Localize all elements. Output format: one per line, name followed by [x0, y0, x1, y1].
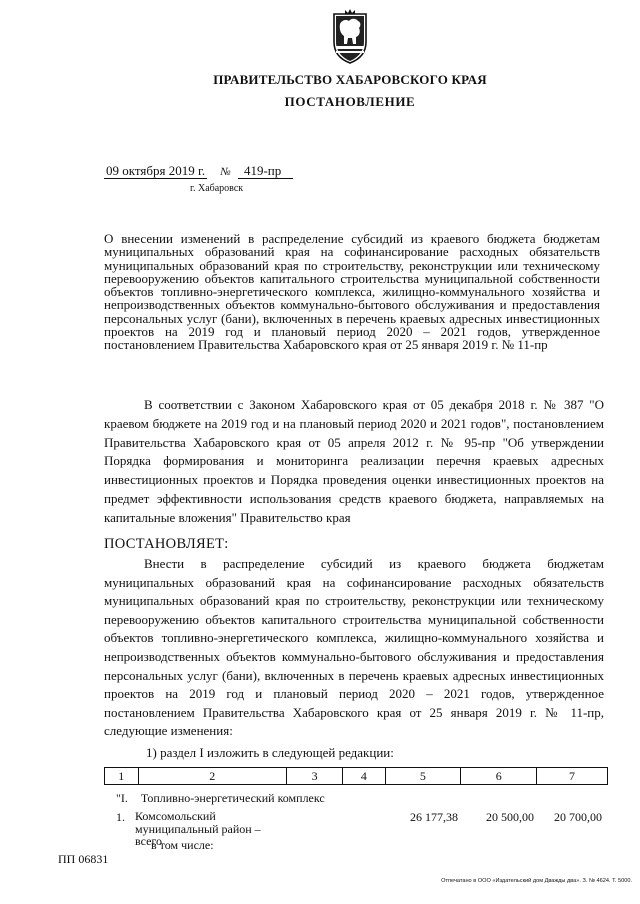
- table-cell: 3: [287, 768, 343, 785]
- table-cell: 4: [343, 768, 385, 785]
- row-value-col5: 26 177,38: [410, 810, 458, 824]
- resolves-heading: ПОСТАНОВЛЯЕТ:: [104, 536, 229, 552]
- number-sign: №: [220, 166, 231, 178]
- including-label: в том числе:: [151, 838, 214, 852]
- document-code: ПП 06831: [58, 852, 109, 866]
- table-row: [105, 768, 608, 785]
- column-number-table: [104, 767, 608, 785]
- row-number: 1.: [116, 810, 125, 824]
- section-number: "I.: [116, 791, 128, 805]
- decree-number: 419-пр: [238, 163, 293, 179]
- preamble-paragraph: В соответствии с Законом Хабаровского края от 05 декабря 2018 г. № 387 "О краевом бюджете на 2019 год и на плановый период 2020 и 2021 годов", постановлением Правительства Хабаровского края от 05 апреля 2012 г. № 95-пр "Об утверждении Порядка формирования и мониторинга реализации перечня краевых адресных инвестиционных проектов и Порядка проведения оценки инвестиционных проектов на предмет эффективности использования средств краевого бюджета, направляемых на капитальные вложения" Правительство края: [104, 397, 604, 525]
- row-value-col6: 20 500,00: [486, 810, 534, 824]
- city-label: г. Хабаровск: [190, 183, 244, 194]
- table-cell: 7: [537, 768, 608, 785]
- table-section-row: [116, 791, 325, 806]
- decree-title: ПОСТАНОВЛЕНИЕ: [284, 94, 416, 109]
- row-value-col7: 20 700,00: [554, 810, 602, 824]
- table-cell: 1: [105, 768, 139, 785]
- decree-date: 09 октября 2019 г.: [106, 163, 206, 178]
- table-cell: 5: [385, 768, 461, 785]
- date-number-row: [104, 163, 293, 179]
- item-1-text: 1) раздел I изложить в следующей редакции:: [146, 745, 394, 760]
- table-cell: 6: [461, 768, 537, 785]
- main-paragraph: Внести в распределение субсидий из краевого бюджета бюджетам муниципальных образований края на софинансирование расходных обязательств муниципальных образований края по строительству, реконструкции или техническому перевооружению объектов капитального строительства муниципальной собственности объектов топливно-энергетического комплекса, жилищно-коммунального хозяйства и непроизводственных объектов коммунально-бытового обслуживания и предоставления персональных услуг (бани), включенных в перечень краевых адресных инвестиционных проектов на 2019 год и плановый период 2020 – 2021 годов, утвержденное постановлением Правительства Хабаровского края от 25 января 2019 г. № 11-пр, следующие изменения:: [104, 556, 604, 739]
- coat-of-arms-icon: [330, 8, 370, 64]
- government-title: ПРАВИТЕЛЬСТВО ХАБАРОВСКОГО КРАЯ: [213, 72, 487, 87]
- table-cell: 2: [138, 768, 287, 785]
- decree-subject: О внесении изменений в распределение субсидий из краевого бюджета бюджетам муниципальных образований края на софинансирование расходных обязательств муниципальных образований края по строительству, реконструкции или техническому перевооружению объектов капитального строительства муниципальной собственности объектов топливно-энергетического комплекса, жилищно-коммунального хозяйства и непроизводственных объектов коммунально-бытового обслуживания и предоставления персональных услуг (бани), включенных в перечень краевых адресных инвестиционных проектов на 2019 год и плановый период 2020 – 2021 годов, утвержденное постановлением Правительства Хабаровского края от 25 января 2019 г. № 11-пр: [104, 231, 600, 353]
- section-title: Топливно-энергетический комплекс: [140, 791, 325, 805]
- row-name: Комсомольский муниципальный район – всего: [135, 809, 261, 849]
- print-note: Отпечатано в ООО «Издательский дом Дважды два». З. № 4624. Т. 5000.: [441, 878, 632, 884]
